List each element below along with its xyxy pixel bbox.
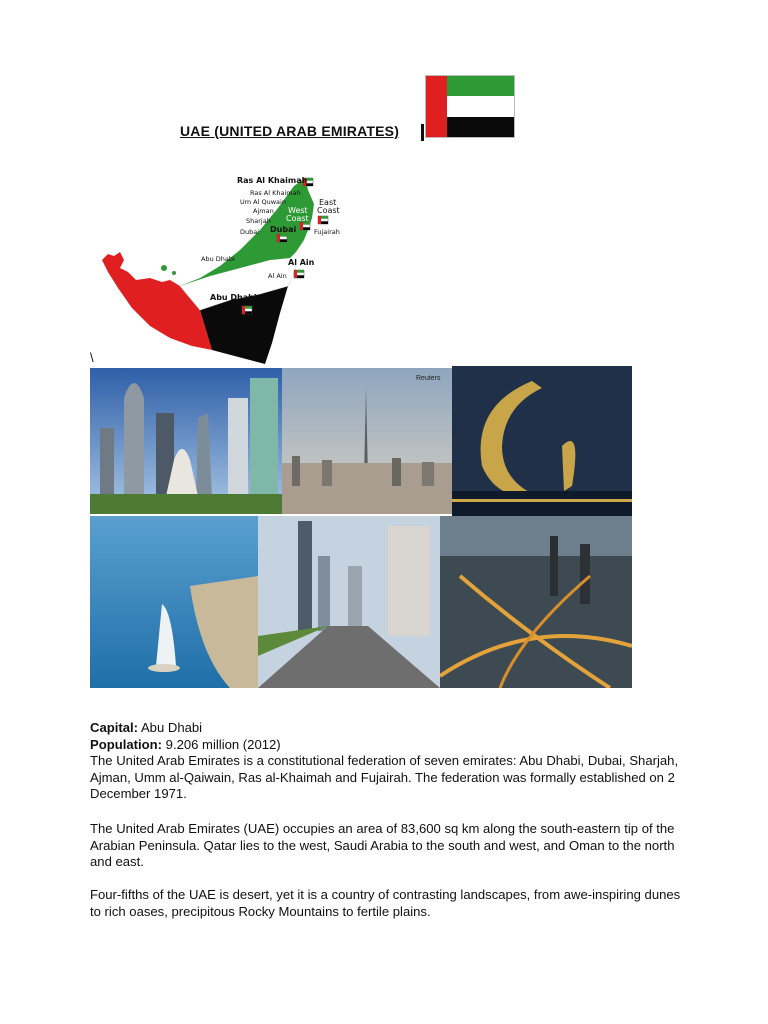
map-label: Abu Dhabi [210, 293, 257, 302]
reuters-watermark: Reuters [416, 375, 441, 382]
map-flag-marker [277, 234, 287, 242]
photo-moon-tower [452, 366, 632, 516]
stray-character: \ [90, 350, 94, 365]
photo-dubai-night-interchange [440, 516, 632, 688]
map-label: Dubai [240, 228, 260, 236]
capital-line [90, 720, 690, 737]
paragraph-landscape: Four-fifths of the UAE is desert, yet it is a country of contrasting landscapes, from awe-inspiring dunes to rich oases, precipitous Rocky Mountains to fertile plains. [90, 887, 681, 919]
photo-burj-al-arab [90, 516, 258, 688]
map-label: East [319, 198, 337, 207]
map-label: Ajman [253, 207, 274, 215]
photo-sheikh-zayed-road [258, 516, 440, 688]
map-label: Coast [317, 206, 340, 215]
population-label: Population: [90, 736, 163, 752]
population-line [90, 737, 690, 754]
photo-doha-towers [90, 368, 282, 514]
paragraph-area: The United Arab Emirates (UAE) occupies an area of 83,600 sq km along the south-eastern tip of the Arabian Peninsula. Qatar lies to the west, Saudi Arabia to the south and west, and Oman to the north and east. [90, 821, 675, 869]
page-title: UAE (UNITED ARAB EMIRATES) [180, 123, 400, 139]
uae-flag [425, 75, 515, 138]
map-label: Sharjah [246, 217, 271, 225]
flag-red-band [425, 75, 447, 138]
capital-value: Abu Dhabi [140, 720, 203, 735]
map-label: Coast [286, 214, 309, 223]
uae-map [100, 168, 350, 366]
capital-label: Capital: [90, 720, 139, 735]
paragraph-federation: The United Arab Emirates is a constitutional federation of seven emirates: Abu Dhabi, Dubai, Sharjah, Ajman, Umm al-Qaiwain, Ras al-Khaimah and Fujairah. The federation was formally established on 2 December 1971. [90, 753, 679, 801]
map-label: Al Ain [288, 258, 315, 267]
map-flag-marker [242, 306, 252, 314]
population-value: 9.206 million (2012) [165, 736, 281, 752]
facts-block [90, 720, 690, 803]
map-label: Dubai [270, 225, 297, 234]
map-flag-marker [294, 270, 304, 278]
map-island [172, 271, 176, 275]
map-label: Ras Al Khaimah [250, 189, 301, 197]
map-label: Um Al Quwain [240, 198, 286, 206]
map-island [161, 265, 167, 271]
map-flag-marker [300, 222, 310, 230]
map-label: Abu Dhabi [201, 255, 235, 263]
map-label: Al Ain [268, 272, 287, 280]
map-label: Ras Al Khaimah [237, 176, 308, 185]
map-flag-marker [318, 216, 328, 224]
text-cursor [421, 124, 424, 141]
photo-dubai-burj-khalifa [282, 368, 452, 514]
map-label: West [288, 206, 308, 215]
map-label: Fujairah [314, 228, 340, 236]
